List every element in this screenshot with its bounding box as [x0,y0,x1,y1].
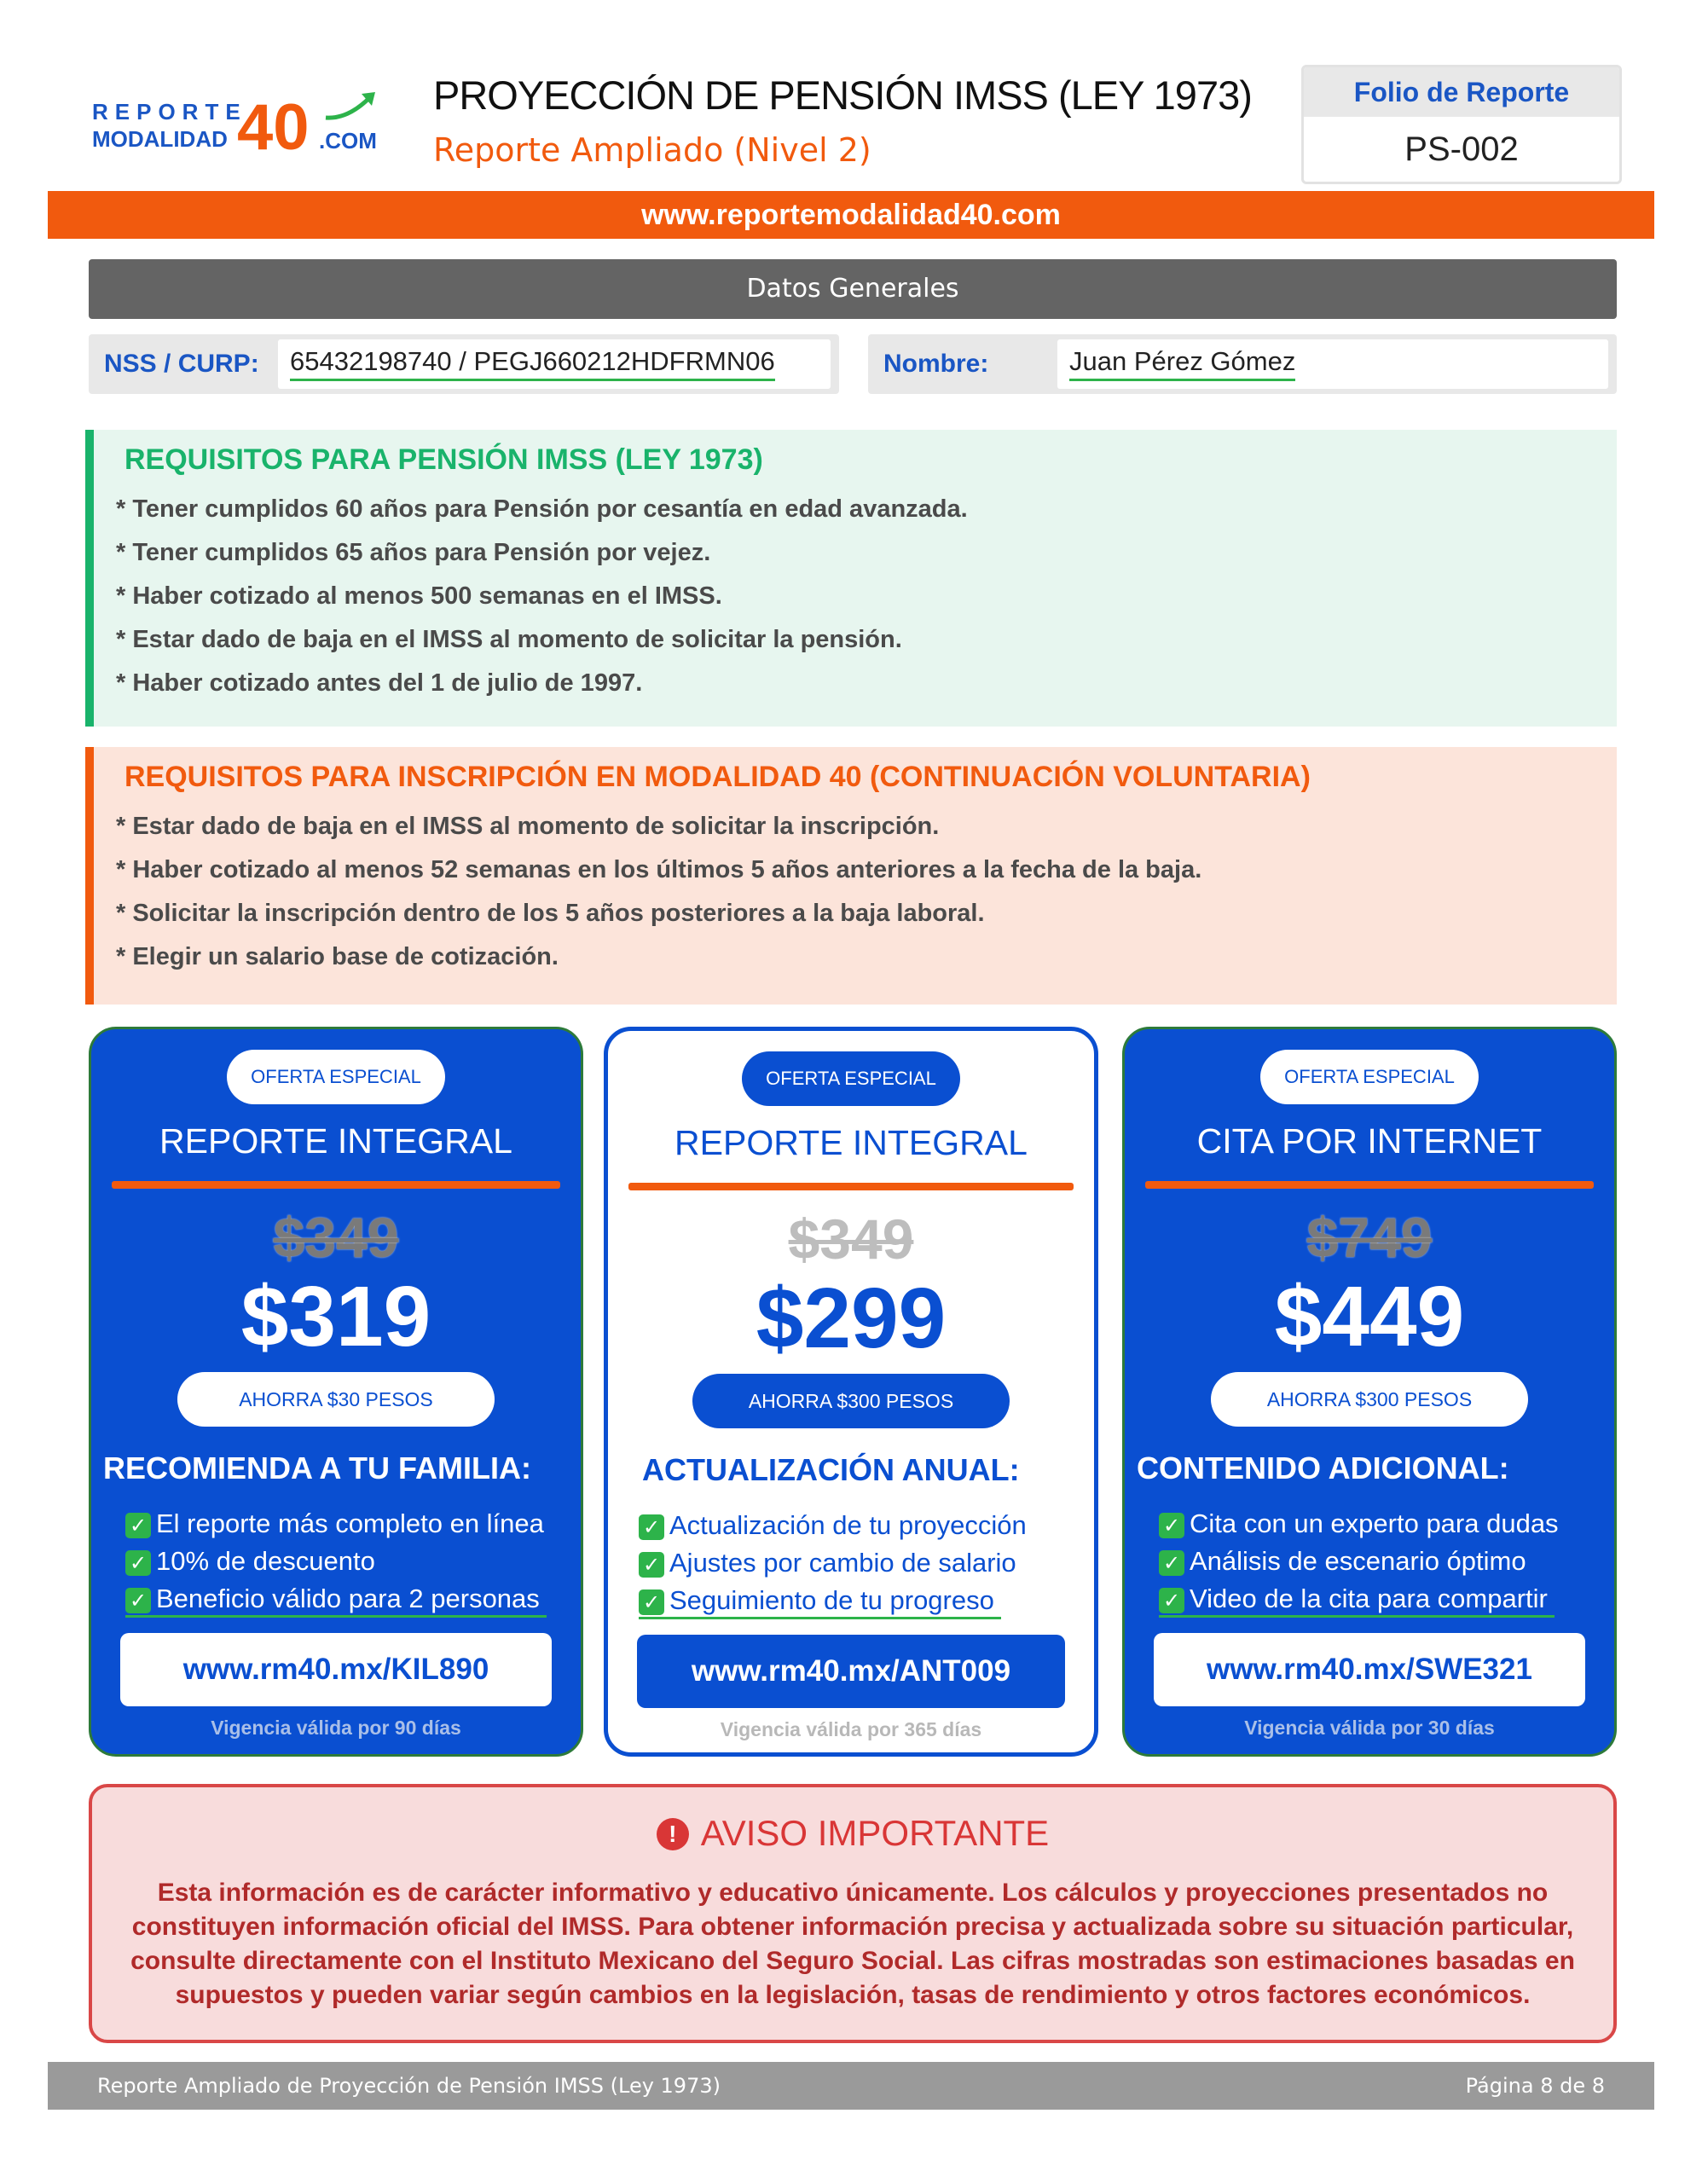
page-title: PROYECCIÓN DE PENSIÓN IMSS (LEY 1973) [433,72,1252,118]
offer-tagline: CONTENIDO ADICIONAL: [1137,1451,1509,1485]
offer-validity: Vigencia válida por 30 días [1244,1717,1495,1739]
divider [1145,1181,1594,1189]
list-item: * Elegir un salario base de cotización. [116,943,559,970]
old-price: $349 [788,1207,914,1271]
nss-field [89,334,839,394]
page-footer [48,2062,1654,2110]
new-price: $299 [756,1271,947,1366]
feature-text: 10% de descuento [156,1546,375,1576]
pension-requirements-title: REQUISITOS PARA PENSIÓN IMSS (LEY 1973) [124,443,763,476]
list-item: * Tener cumplidos 65 años para Pensión por vejez. [116,539,711,566]
name-value: Juan Pérez Gómez [1069,346,1295,381]
nss-value: 65432198740 / PEGJ660212HDFRMN06 [290,346,775,381]
feature-item [125,1543,547,1580]
check-icon: ✓ [1159,1513,1184,1538]
feature-item [125,1580,547,1618]
logo-number: 40 [237,91,310,164]
important-notice [89,1784,1617,2043]
general-data-heading: Datos Generales [89,259,1617,319]
feature-text: Beneficio válido para 2 personas [156,1584,540,1613]
pension-requirements [85,430,1617,727]
name-value-box [1057,339,1608,389]
list-item: * Solicitar la inscripción dentro de los 5 años posteriores a la baja laboral. [116,900,985,927]
old-price: $749 [1306,1206,1433,1269]
page-number: Página 8 de 8 [1465,2074,1605,2098]
check-icon: ✓ [639,1514,664,1540]
check-icon: ✓ [125,1513,151,1538]
folio-box [1301,65,1622,184]
offer-url-button[interactable]: www.rm40.mx/SWE321 [1154,1633,1585,1706]
feature-item [639,1544,1027,1582]
divider [112,1181,560,1189]
check-icon: ✓ [125,1550,151,1576]
offer-badge: OFERTA ESPECIAL [742,1051,960,1106]
old-price: $349 [273,1206,399,1269]
check-icon: ✓ [125,1588,151,1613]
new-price: $449 [1274,1269,1465,1364]
logo-line1: REPORTE [92,99,247,124]
feature-item [125,1505,547,1543]
footer-report-name: Reporte Ampliado de Proyección de Pensión IMSS (Ley 1973) [97,2074,721,2098]
list-item: * Haber cotizado antes del 1 de julio de 1997. [116,669,643,697]
offer-badge: OFERTA ESPECIAL [1260,1050,1479,1104]
feature-item [1159,1505,1559,1543]
feature-item [639,1582,1001,1619]
website-link[interactable]: www.reportemodalidad40.com [48,191,1654,239]
notice-text: Esta información es de carácter informativo y educativo únicamente. Los cálculos y proyecciones presentados no constituyen información oficial del IMSS. Para obtener información precisa y actualizada sobre su situación particular, consulte directamente con el Instituto Mexicano del Seguro Social. Las cifras mostradas son estimaciones basadas en supuestos y pueden variar según cambios en la legislación, tasas de rendimiento y otros factores económicos. [130,1879,1575,2009]
trend-arrow-icon [322,89,382,123]
logo-suffix: .COM [319,128,377,153]
feature-text: Seguimiento de tu progreso [669,1585,994,1615]
name-label: Nombre: [883,350,989,378]
savings-badge: AHORRA $300 PESOS [692,1374,1010,1428]
list-item: * Estar dado de baja en el IMSS al momento de solicitar la inscripción. [116,813,940,840]
brand-logo [92,91,382,164]
list-item: * Haber cotizado al menos 52 semanas en los últimos 5 años anteriores a la fecha de la baja. [116,856,1202,883]
feature-item [1159,1580,1555,1618]
offer-title: REPORTE INTEGRAL [675,1123,1028,1162]
check-icon: ✓ [639,1552,664,1578]
alert-icon: ! [657,1818,689,1850]
feature-item [639,1507,1027,1544]
offer-url-button[interactable]: www.rm40.mx/KIL890 [120,1633,552,1706]
feature-text: Análisis de escenario óptimo [1190,1546,1526,1576]
notice-heading [92,1813,1613,1854]
feature-text: Actualización de tu proyección [669,1510,1027,1540]
divider [628,1183,1074,1190]
list-item: * Estar dado de baja en el IMSS al momento de solicitar la pensión. [116,626,902,653]
offer-badge: OFERTA ESPECIAL [227,1050,445,1104]
offer-tagline: ACTUALIZACIÓN ANUAL: [642,1452,1020,1487]
list-item: * Haber cotizado al menos 500 semanas en el IMSS. [116,582,722,610]
offer-title: CITA POR INTERNET [1196,1121,1543,1161]
logo-line2: MODALIDAD [92,126,228,152]
offer-url-button[interactable]: www.rm40.mx/ANT009 [637,1635,1065,1708]
feature-text: Cita con un experto para dudas [1190,1508,1559,1538]
feature-text: El reporte más completo en línea [156,1508,544,1538]
offer-card-integral-annual [604,1027,1098,1757]
check-icon: ✓ [1159,1588,1184,1613]
check-icon: ✓ [1159,1550,1184,1576]
name-field [868,334,1617,394]
list-item: * Tener cumplidos 60 años para Pensión por cesantía en edad avanzada. [116,495,968,523]
offer-validity: Vigencia válida por 365 días [720,1718,982,1740]
feature-text: Video de la cita para compartir [1190,1584,1548,1613]
savings-badge: AHORRA $30 PESOS [177,1372,495,1427]
nss-label: NSS / CURP: [104,350,259,378]
offer-tagline: RECOMIENDA A TU FAMILIA: [103,1451,531,1485]
folio-label: Folio de Reporte [1304,67,1619,117]
nss-value-box [278,339,831,389]
feature-text: Ajustes por cambio de salario [669,1548,1016,1578]
page-subtitle: Reporte Ampliado (Nivel 2) [433,131,871,169]
savings-badge: AHORRA $300 PESOS [1211,1372,1528,1427]
new-price: $319 [240,1269,431,1364]
notice-title: AVISO IMPORTANTE [700,1813,1050,1853]
offer-validity: Vigencia válida por 90 días [211,1717,461,1739]
check-icon: ✓ [639,1589,664,1615]
feature-item [1159,1543,1559,1580]
offer-card-online-appointment [1122,1027,1617,1757]
folio-value: PS-002 [1404,130,1519,168]
offer-card-integral-family [89,1027,583,1757]
offer-title: REPORTE INTEGRAL [159,1121,512,1161]
m40-requirements-title: REQUISITOS PARA INSCRIPCIÓN EN MODALIDAD 40 (CONTINUACIÓN VOLUNTARIA) [124,761,1311,793]
m40-requirements [85,747,1617,1005]
